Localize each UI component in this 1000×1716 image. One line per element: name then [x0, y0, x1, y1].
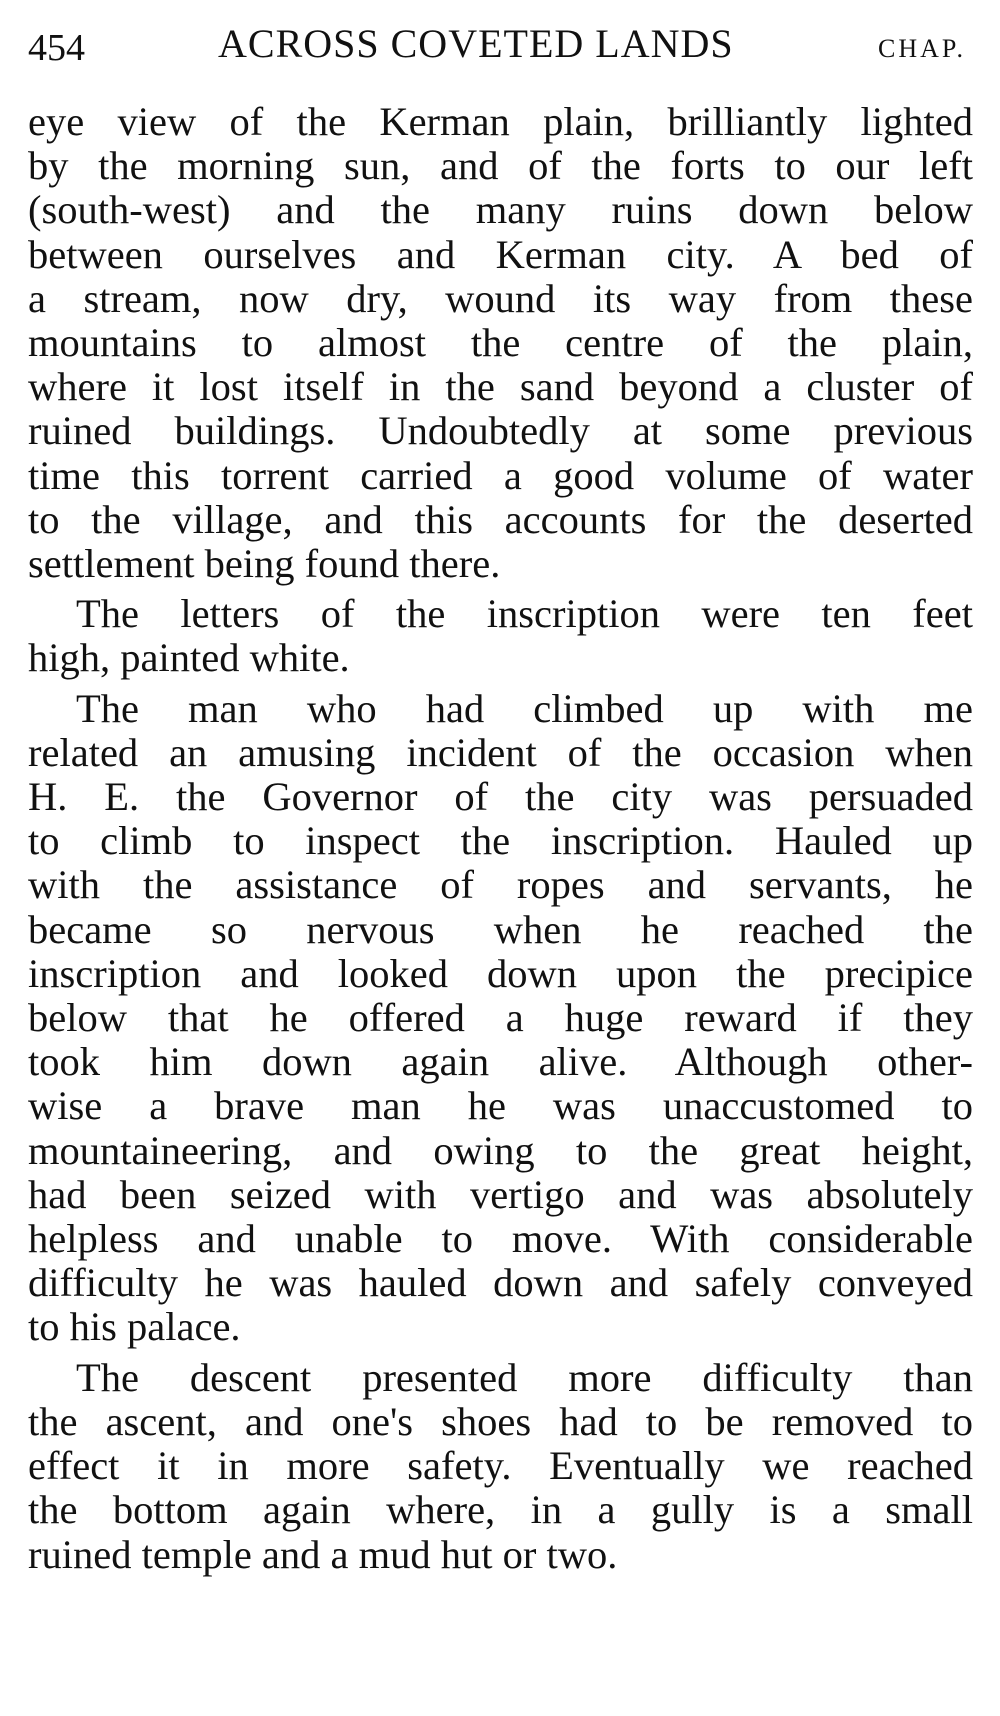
text-line: took him down again alive. Although other- — [28, 1039, 973, 1085]
text-line: inscription and looked down upon the precipice — [28, 950, 973, 996]
text-line: eye view of the Kerman plain, brilliantly lighted — [28, 99, 973, 144]
text-line: to climb to inspect the inscription. Hauled up — [28, 818, 973, 864]
body-text — [28, 100, 973, 1583]
text-line: ruined buildings. Undoubtedly at some previous — [28, 408, 973, 454]
text-line: helpless and unable to move. With considerable — [28, 1216, 973, 1262]
text-line: difficulty he was hauled down and safely conveyed — [28, 1260, 973, 1306]
text-line: The letters of the inscription were ten feet — [76, 591, 973, 637]
text-line: (south-west) and the many ruins down below — [28, 187, 973, 233]
text-line: H. E. the Governor of the city was persuaded — [28, 774, 973, 820]
text-line: to his palace. — [28, 1304, 241, 1350]
running-title: ACROSS COVETED LANDS — [218, 21, 734, 66]
text-line: The descent presented more difficulty than — [76, 1354, 973, 1400]
text-line: mountaineering, and owing to the great height, — [28, 1127, 973, 1173]
paragraph-1 — [28, 100, 973, 586]
text-line: by the morning sun, and of the forts to our left — [28, 143, 973, 189]
text-line: where it lost itself in the sand beyond a cluster of — [28, 364, 973, 410]
text-line: mountains to almost the centre of the plain, — [28, 320, 973, 366]
text-line: between ourselves and Kerman city. A bed of — [28, 231, 973, 277]
page-header — [28, 18, 978, 78]
text-line: high, painted white. — [28, 635, 350, 681]
text-line: settlement being found there. — [28, 541, 501, 587]
text-line: had been seized with vertigo and was absolutely — [28, 1171, 973, 1217]
text-line: became so nervous when he reached the — [28, 906, 973, 952]
text-line: time this torrent carried a good volume of water — [28, 452, 973, 498]
text-line: the ascent, and one's shoes had to be removed to — [28, 1398, 973, 1444]
text-line: related an amusing incident of the occasion when — [28, 729, 973, 775]
text-line: ruined temple and a mud hut or two. — [28, 1531, 618, 1577]
chapter-label: CHAP. — [878, 34, 966, 63]
text-line: the bottom again where, in a gully is a small — [28, 1487, 973, 1533]
text-line: wise a brave man he was unaccustomed to — [28, 1083, 973, 1129]
paragraph-3 — [28, 687, 973, 1350]
text-line: to the village, and this accounts for the deserted — [28, 496, 973, 542]
page-number: 454 — [28, 27, 85, 69]
paragraph-2 — [28, 592, 973, 680]
text-line: below that he offered a huge reward if they — [28, 995, 973, 1041]
paragraph-4 — [28, 1356, 973, 1577]
text-line: a stream, now dry, wound its way from these — [28, 275, 973, 321]
text-line: The man who had climbed up with me — [76, 685, 973, 731]
text-line: with the assistance of ropes and servants, he — [28, 862, 973, 908]
text-line: effect it in more safety. Eventually we reached — [28, 1443, 973, 1489]
